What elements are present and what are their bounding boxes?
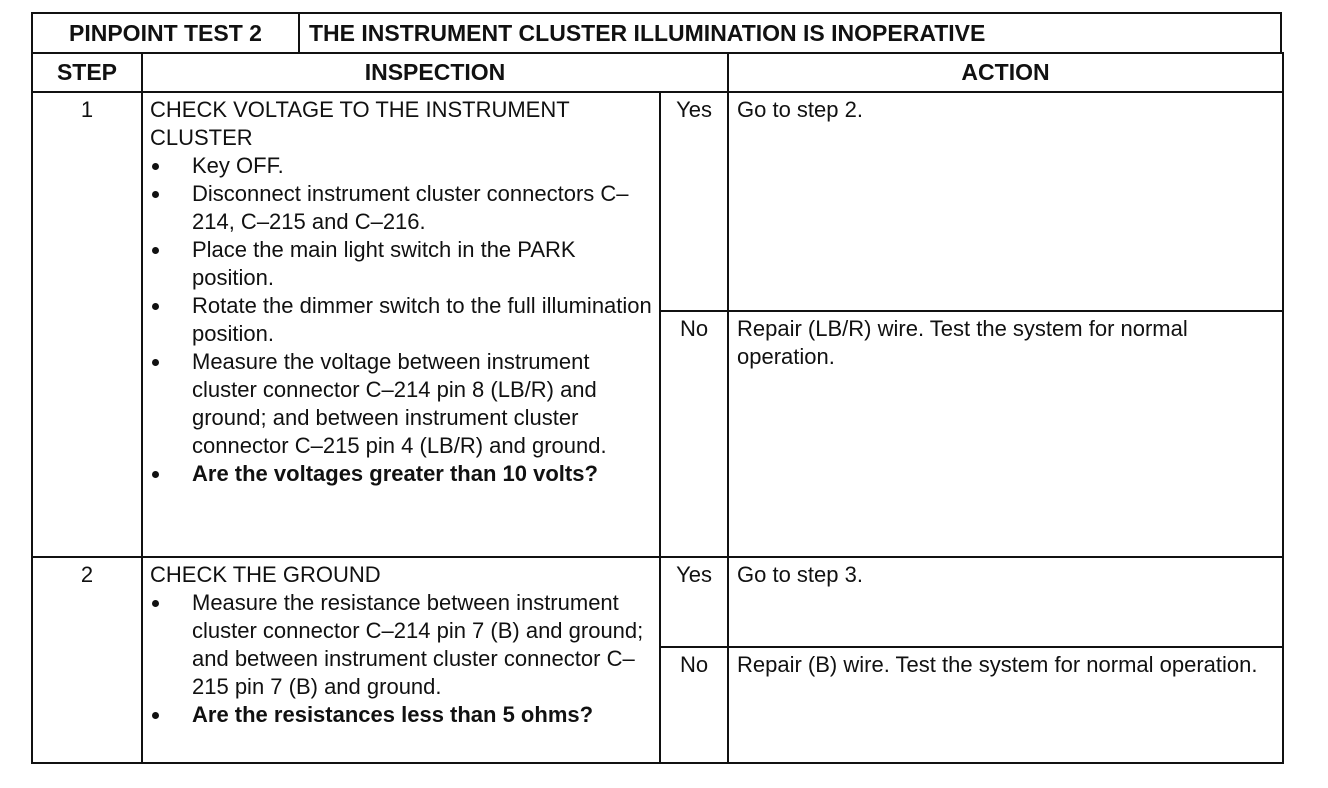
bullet-dot-icon (152, 247, 159, 254)
no-label: No (660, 647, 728, 763)
step-2-yes-row (32, 557, 1283, 647)
bullet-item (150, 292, 653, 348)
test-label: PINPOINT TEST 2 (33, 14, 300, 52)
bullet-text: Measure the resistance between instrument cluster connector C–214 pin 7 (B) and ground; and between instrument cluster connector C–215 pin 7 (B) and ground. (192, 590, 644, 699)
bullet-item (150, 348, 653, 460)
procedure-table (31, 52, 1284, 764)
yes-label: Yes (660, 557, 728, 647)
bullet-text: Rotate the dimmer switch to the full illumination position. (192, 293, 652, 346)
step-number: 1 (32, 92, 142, 557)
column-header-row (32, 53, 1283, 92)
bullet-dot-icon (152, 359, 159, 366)
step-title-line: CHECK THE GROUND (150, 562, 381, 587)
step-1-yes-row (32, 92, 1283, 311)
bullet-dot-icon (152, 712, 159, 719)
bullet-dot-icon (152, 303, 159, 310)
title-row (31, 12, 1282, 52)
bullet-text: Place the main light switch in the PARK position. (192, 237, 576, 290)
column-header-action: ACTION (728, 53, 1283, 92)
question-text: Are the voltages greater than 10 volts? (192, 461, 598, 486)
pinpoint-test-table (31, 12, 1282, 764)
question-text: Are the resistances less than 5 ohms? (192, 702, 594, 727)
bullet-question (150, 701, 653, 729)
bullet-dot-icon (152, 600, 159, 607)
bullet-item (150, 236, 653, 292)
yes-action: Go to step 3. (728, 557, 1283, 647)
no-action: Repair (B) wire. Test the system for normal operation. (728, 647, 1283, 763)
bullet-text: Disconnect instrument cluster connectors C–214, C–215 and C–216. (192, 181, 629, 234)
bullet-text: Key OFF. (192, 153, 284, 178)
bullet-dot-icon (152, 191, 159, 198)
step-inspection (142, 557, 660, 763)
column-header-step: STEP (32, 53, 142, 92)
yes-label: Yes (660, 92, 728, 311)
no-label: No (660, 311, 728, 557)
step-number: 2 (32, 557, 142, 763)
step-inspection (142, 92, 660, 557)
bullet-dot-icon (152, 163, 159, 170)
test-title: THE INSTRUMENT CLUSTER ILLUMINATION IS INOPERATIVE (309, 19, 986, 46)
bullet-item (150, 589, 653, 701)
step-title-line: CHECK VOLTAGE TO THE INSTRUMENT (150, 97, 570, 122)
bullet-dot-icon (152, 471, 159, 478)
bullet-text: Measure the voltage between instrument cluster connector C–214 pin 8 (LB/R) and ground; and between instrument cluster connector C–215 pin 4 (LB/R) and ground. (192, 349, 607, 458)
bullet-item (150, 180, 653, 236)
step-title-line: CLUSTER (150, 125, 253, 150)
yes-action: Go to step 2. (728, 92, 1283, 311)
bullet-list (150, 589, 653, 729)
column-header-inspection: INSPECTION (142, 53, 728, 92)
bullet-item (150, 152, 653, 180)
bullet-list (150, 152, 653, 488)
no-action: Repair (LB/R) wire. Test the system for normal operation. (728, 311, 1283, 557)
bullet-question (150, 460, 653, 488)
